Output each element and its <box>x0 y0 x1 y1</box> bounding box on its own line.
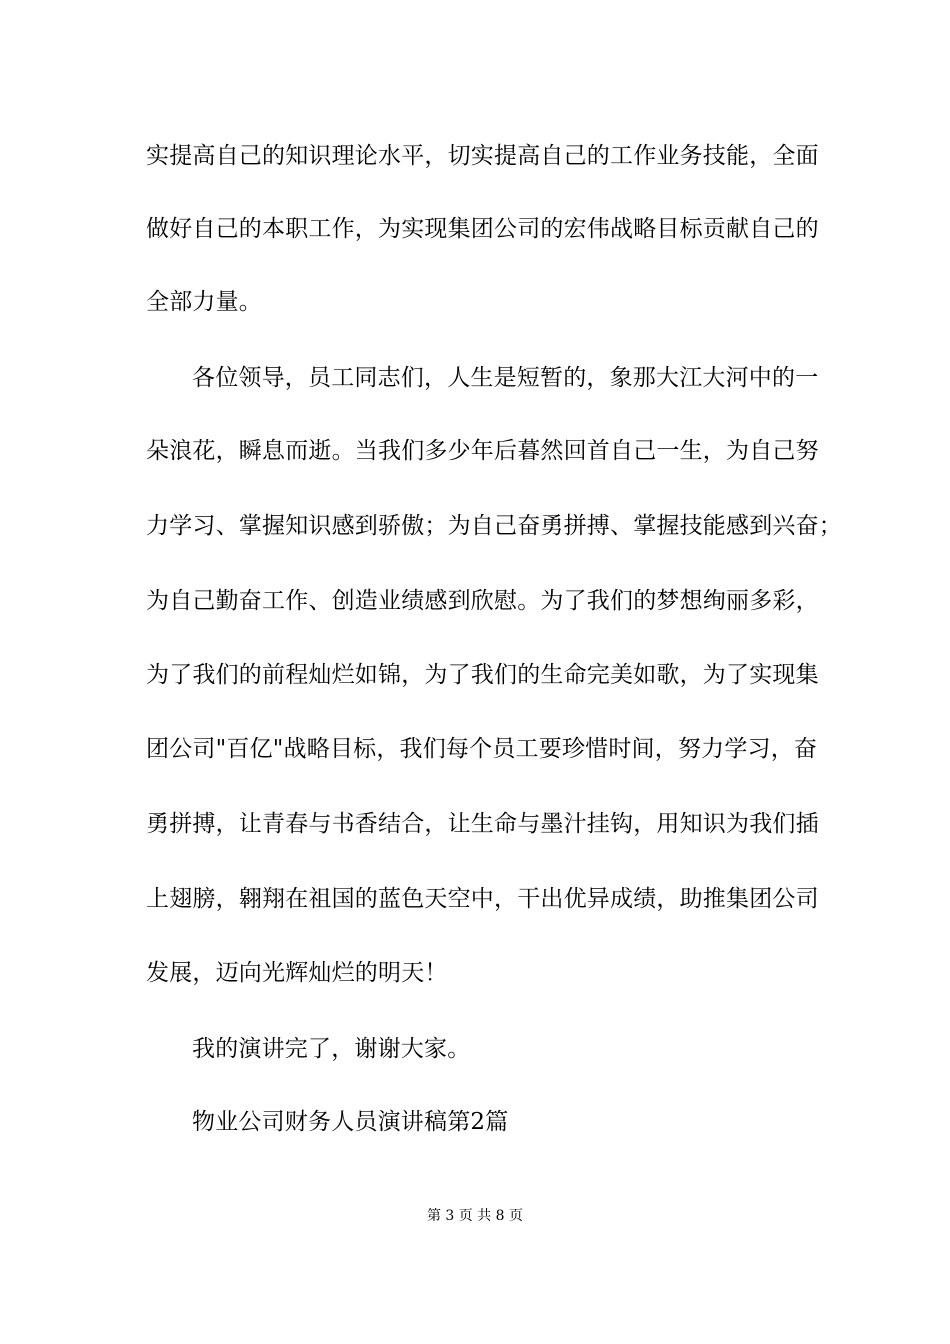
body-line-1: 实提高自己的知识理论水平，切实提高自己的工作业务技能，全面 <box>146 143 819 169</box>
body-line-7: 为自己勤奋工作、创造业绩感到欣慰。为了我们的梦想绚丽多彩， <box>146 588 819 614</box>
body-line-12: 发展，迈向光辉灿烂的明天！ <box>146 960 448 986</box>
body-line-10: 勇拼搏，让青春与书香结合，让生命与墨汁挂钩，用知识为我们插 <box>146 811 819 837</box>
closing-line: 我的演讲完了，谢谢大家。 <box>192 1036 471 1062</box>
body-line-6: 力学习、掌握知识感到骄傲；为自己奋勇拼搏、掌握技能感到兴奋； <box>146 513 842 539</box>
body-line-3: 全部力量。 <box>146 289 262 315</box>
body-line-2: 做好自己的本职工作，为实现集团公司的宏伟战略目标贡献自己的 <box>146 216 819 242</box>
body-line-9: 团公司"百亿"战略目标，我们每个员工要珍惜时间，努力学习，奋 <box>146 736 818 762</box>
body-line-11: 上翅膀，翱翔在祖国的蓝色天空中，干出优异成绩，助推集团公司 <box>146 886 819 912</box>
next-article-title: 物业公司财务人员演讲稿第2篇 <box>192 1109 509 1135</box>
body-line-4: 各位领导，员工同志们，人生是短暂的，象那大江大河中的一 <box>192 365 819 391</box>
page-number-footer: 第 3 页 共 8 页 <box>426 1208 524 1224</box>
body-line-8: 为了我们的前程灿烂如锦，为了我们的生命完美如歌，为了实现集 <box>146 662 819 688</box>
body-line-5: 朵浪花，瞬息而逝。当我们多少年后暮然回首自己一生，为自己努 <box>146 438 819 464</box>
